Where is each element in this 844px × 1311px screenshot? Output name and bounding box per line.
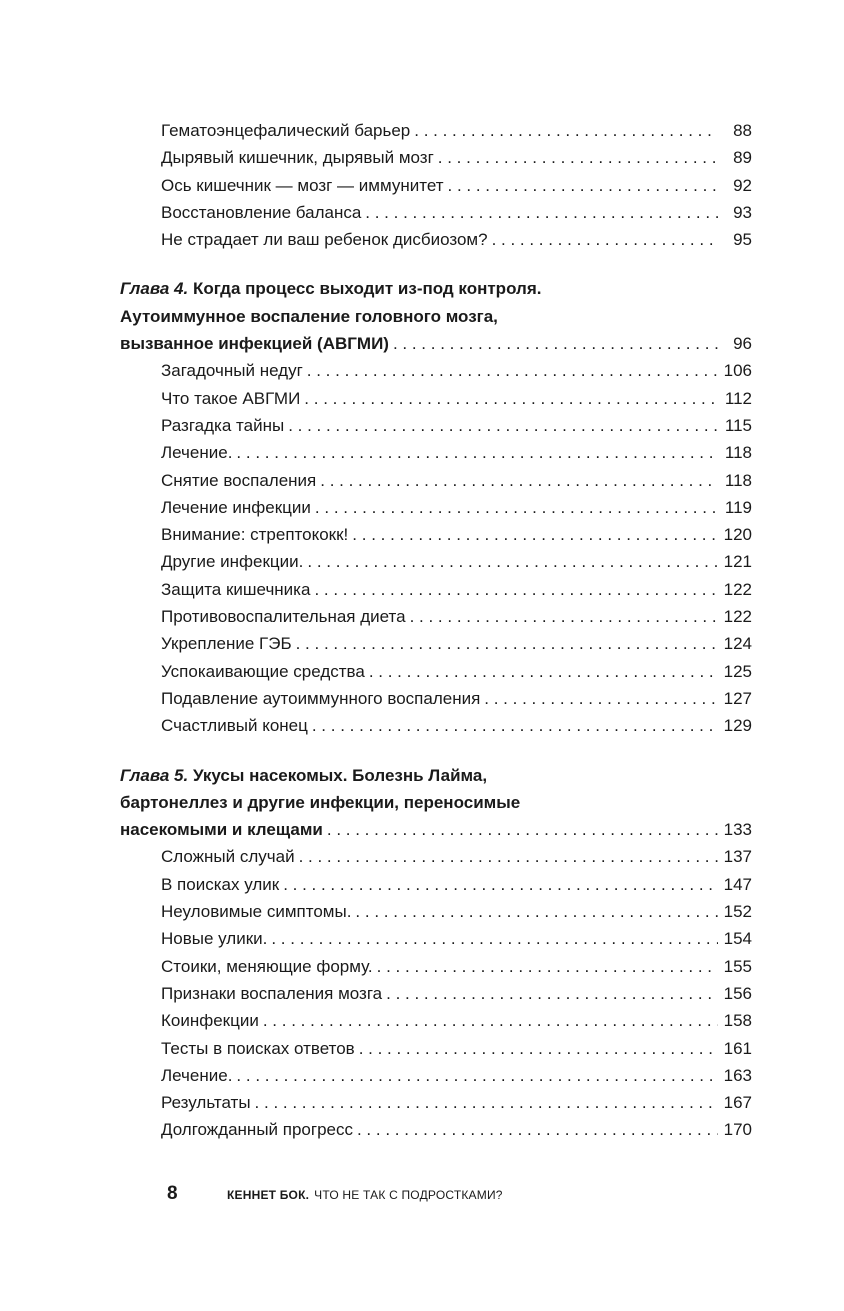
toc-entry-title: Укрепление ГЭБ	[161, 634, 292, 654]
chapter-5	[120, 762, 752, 1144]
toc-entry	[120, 412, 752, 439]
toc-entry-page: 152	[723, 902, 752, 922]
leader-dots	[369, 658, 718, 685]
chapter-page: 96	[733, 334, 752, 354]
toc-entry-page: 122	[723, 607, 752, 627]
toc-entry-page: 167	[723, 1093, 752, 1113]
toc-entry	[120, 172, 752, 199]
leader-dots	[255, 1089, 718, 1116]
chapter-title-line-2: бартонеллез и другие инфекции, переносимые	[120, 792, 521, 812]
toc-entry-page: 158	[723, 1011, 752, 1031]
leader-dots	[283, 871, 718, 898]
leader-dots	[492, 226, 718, 253]
toc-entry	[120, 576, 752, 603]
toc-entry	[120, 1035, 752, 1062]
toc-entry	[120, 980, 752, 1007]
toc-entry-page: 154	[723, 929, 752, 949]
running-book-title: ЧТО НЕ ТАК С ПОДРОСТКАМИ?	[314, 1188, 503, 1202]
toc-entry-page: 93	[733, 202, 752, 222]
leader-dots	[236, 439, 718, 466]
leader-dots	[304, 385, 718, 412]
toc-entry-title: Не страдает ли ваш ребенок дисбиозом?	[161, 230, 488, 250]
leader-dots	[307, 548, 718, 575]
leader-dots	[299, 843, 718, 870]
toc-entry	[120, 117, 752, 144]
toc-entry	[120, 385, 752, 412]
chapter-heading-line	[120, 762, 752, 789]
leader-dots	[307, 357, 718, 384]
toc-entry	[120, 521, 752, 548]
toc-entry	[120, 548, 752, 575]
toc-entry-page: 147	[723, 874, 752, 894]
page-number: 8	[167, 1183, 178, 1204]
toc-entry-title: Восстановление баланса	[161, 202, 362, 222]
toc-entry-title: Лечение.	[161, 443, 233, 463]
leader-dots	[448, 172, 718, 199]
toc-entry-page: 106	[723, 361, 752, 381]
toc-entry-page: 155	[723, 956, 752, 976]
toc-entry	[120, 685, 752, 712]
toc-entry-page: 95	[733, 230, 752, 250]
toc-entry-title: Коинфекции	[161, 1011, 259, 1031]
toc-entry-page: 89	[733, 148, 752, 168]
toc-entry-page: 119	[724, 497, 752, 517]
leader-dots	[352, 521, 718, 548]
toc-entry-title: Гематоэнцефалический барьер	[161, 121, 411, 140]
toc-entry-title: Тесты в поисках ответов	[161, 1038, 355, 1058]
page-footer	[167, 1183, 503, 1205]
toc-entry	[120, 658, 752, 685]
toc-entry-title: Противовоспалительная диета	[161, 607, 406, 627]
toc-entry-title: Долгожданный прогресс	[161, 1120, 353, 1140]
toc-entry-page: 137	[723, 847, 752, 867]
toc-entry	[120, 357, 752, 384]
chapter-page: 133	[723, 820, 752, 840]
toc-entry-page: 118	[724, 443, 752, 463]
toc-entry-title: Стоики, меняющие форму.	[161, 956, 373, 976]
toc-entry	[120, 1062, 752, 1089]
chapter-title-line-2: Аутоиммунное воспаление головного мозга,	[120, 306, 498, 326]
toc-entry-title: Другие инфекции.	[161, 552, 304, 572]
leader-dots	[315, 494, 718, 521]
toc-entry	[120, 1089, 752, 1116]
leader-dots	[288, 412, 718, 439]
toc-entry	[120, 843, 752, 870]
toc-entry-title: Защита кишечника	[161, 579, 311, 599]
chapter-title-line-3: насекомыми и клещами	[120, 820, 323, 840]
chapter-heading-entry	[120, 330, 752, 357]
toc-entry-page: 125	[723, 661, 752, 681]
toc-entry-title: Разгадка тайны	[161, 415, 285, 435]
toc-entry	[120, 898, 752, 925]
toc-entry-page: 122	[723, 579, 752, 599]
toc-entry-title: В поисках улик	[161, 874, 280, 894]
chapter-title-line-1: Укусы насекомых. Болезнь Лайма,	[192, 765, 488, 785]
leader-dots	[320, 467, 718, 494]
toc-entry-page: 118	[724, 470, 752, 490]
table-of-contents	[120, 117, 752, 1144]
toc-entry-title: Ось кишечник — мозг — иммунитет	[161, 175, 444, 195]
toc-entry	[120, 871, 752, 898]
toc-entry-page: 129	[723, 716, 752, 736]
leader-dots	[484, 685, 718, 712]
toc-entry-title: Результаты	[161, 1093, 251, 1113]
leader-dots	[355, 898, 718, 925]
toc-entry	[120, 712, 752, 739]
running-author: КЕННЕТ БОК.	[227, 1188, 310, 1202]
toc-entry	[120, 1116, 752, 1143]
chapter-label: Глава 5.	[120, 765, 189, 785]
toc-entry-title: Снятие воспаления	[161, 470, 317, 490]
leader-dots	[357, 1116, 718, 1143]
leader-dots	[312, 712, 718, 739]
leader-dots	[393, 330, 718, 357]
chapter-heading-entry	[120, 816, 752, 843]
chapter-heading-line	[120, 275, 752, 302]
leader-dots	[296, 630, 718, 657]
toc-entry	[120, 439, 752, 466]
leader-dots	[271, 925, 718, 952]
toc-entry-page: 121	[723, 552, 752, 572]
toc-entry-page: 127	[723, 688, 752, 708]
toc-entry-title: Загадочный недуг	[161, 361, 303, 381]
chapter-4	[120, 275, 752, 739]
toc-entry	[120, 630, 752, 657]
toc-entry-title: Дырявый кишечник, дырявый мозг	[161, 148, 434, 168]
leader-dots	[359, 1035, 718, 1062]
leader-dots	[263, 1007, 718, 1034]
leader-dots	[314, 576, 718, 603]
toc-entry-title: Лечение инфекции	[161, 497, 311, 517]
toc-entry-title: Успокаивающие средства	[161, 661, 365, 681]
toc-entry	[120, 199, 752, 226]
toc-entry-title: Внимание: стрептококк!	[161, 525, 349, 545]
toc-entry-page: 88	[733, 121, 752, 140]
chapter-label: Глава 4.	[120, 279, 189, 299]
toc-entry-page: 161	[723, 1038, 752, 1058]
section-top	[120, 117, 752, 253]
toc-entry	[120, 494, 752, 521]
toc-entry-title: Счастливый конец	[161, 716, 308, 736]
leader-dots	[386, 980, 718, 1007]
toc-entry	[120, 467, 752, 494]
toc-entry-title: Новые улики.	[161, 929, 268, 949]
toc-entry-title: Признаки воспаления мозга	[161, 983, 383, 1003]
chapter-title-line-1: Когда процесс выходит из-под контроля.	[192, 279, 542, 299]
toc-entry	[120, 925, 752, 952]
toc-entry-page: 115	[724, 415, 752, 435]
leader-dots	[438, 144, 718, 171]
toc-entry-title: Лечение.	[161, 1065, 233, 1085]
toc-entry-page: 156	[723, 983, 752, 1003]
toc-entry-page: 120	[723, 525, 752, 545]
leader-dots	[327, 816, 718, 843]
toc-entry	[120, 226, 752, 253]
toc-entry-title: Подавление аутоиммунного воспаления	[161, 688, 481, 708]
leader-dots	[414, 117, 718, 144]
toc-entry-page: 92	[733, 175, 752, 195]
toc-entry-title: Сложный случай	[161, 847, 295, 867]
chapter-title-line-3: вызванное инфекцией (АВГМИ)	[120, 334, 389, 354]
leader-dots	[410, 603, 718, 630]
toc-entry-title: Неуловимые симптомы.	[161, 902, 352, 922]
toc-entry-page: 124	[723, 634, 752, 654]
toc-entry	[120, 1007, 752, 1034]
toc-entry-page: 163	[723, 1065, 752, 1085]
toc-entry-page: 170	[723, 1120, 752, 1140]
toc-entry	[120, 603, 752, 630]
toc-entry	[120, 953, 752, 980]
leader-dots	[236, 1062, 718, 1089]
toc-entry-page: 112	[724, 388, 752, 408]
leader-dots	[377, 953, 718, 980]
leader-dots	[365, 199, 718, 226]
toc-entry	[120, 144, 752, 171]
toc-entry-title: Что такое АВГМИ	[161, 388, 301, 408]
